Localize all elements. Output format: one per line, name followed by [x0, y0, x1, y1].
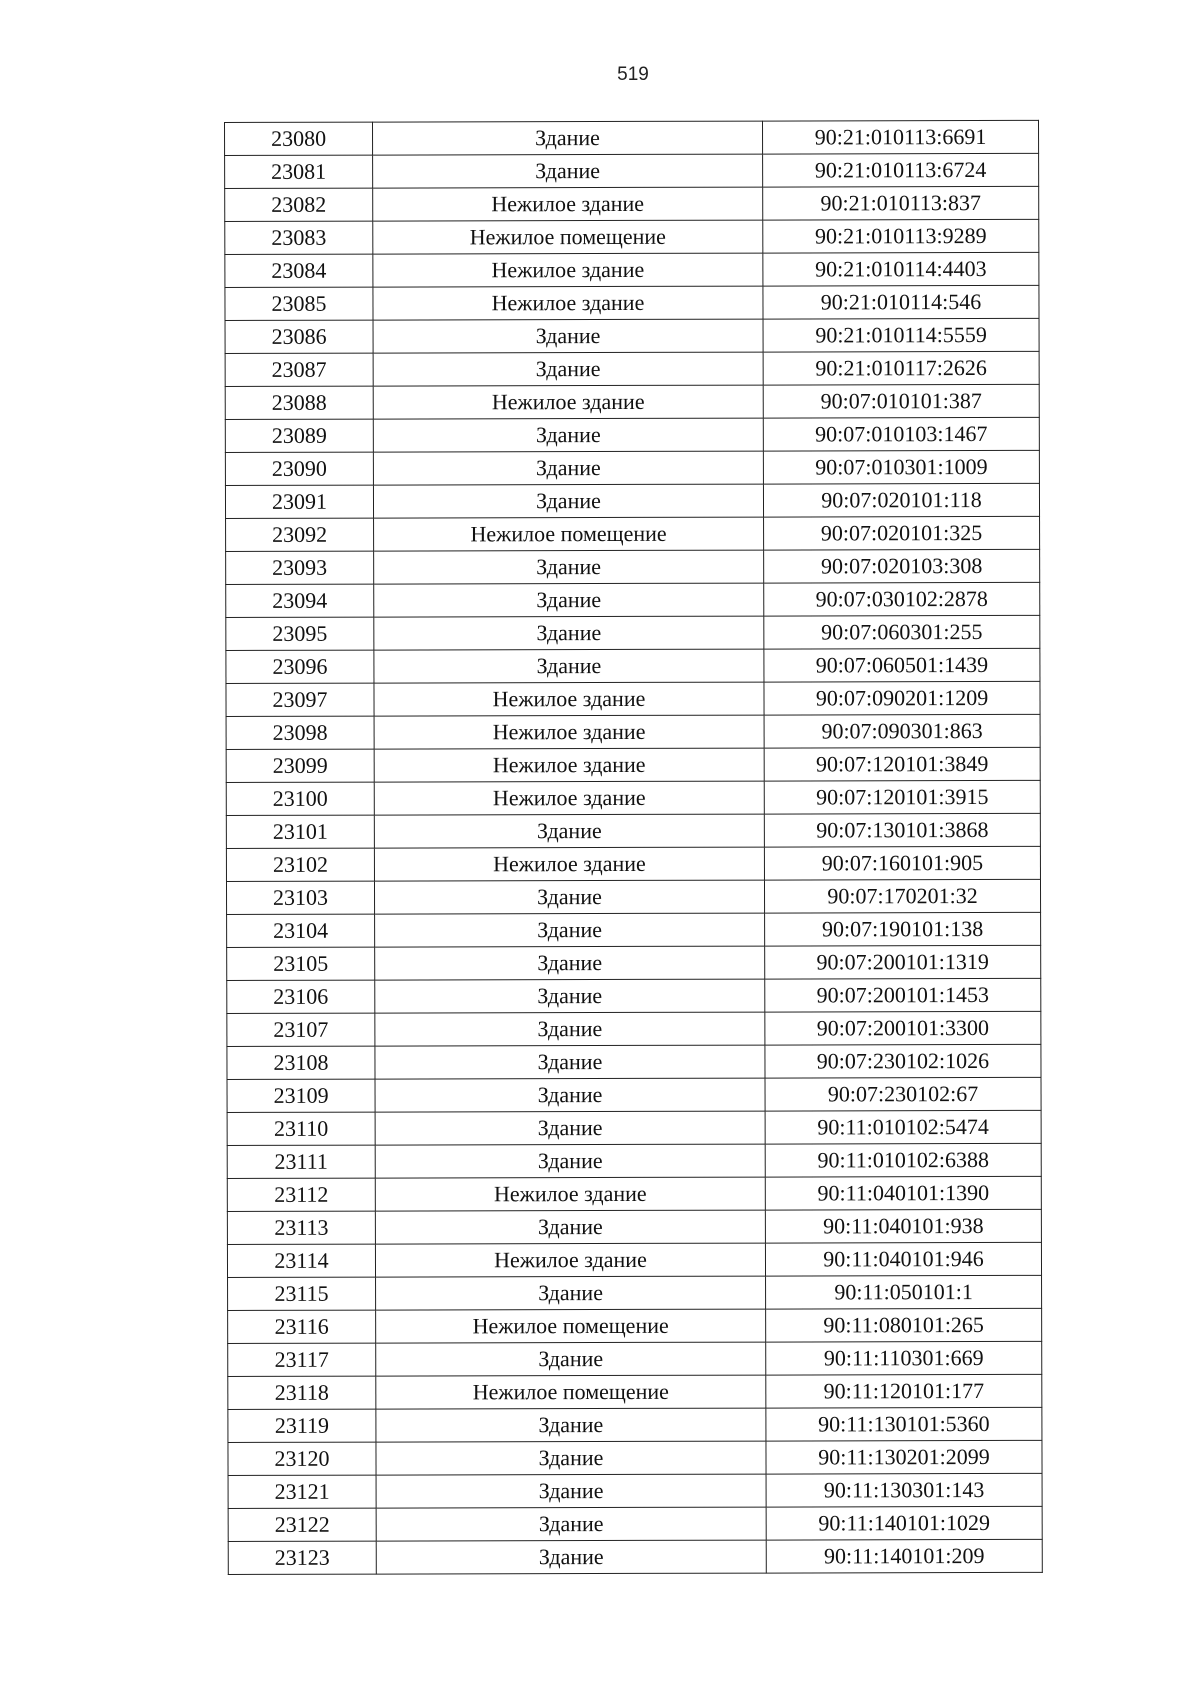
- cadastral-number-cell: 90:07:230102:67: [765, 1077, 1041, 1111]
- table-row: [228, 1539, 1042, 1574]
- cadastral-number-cell: 90:11:040101:938: [765, 1209, 1041, 1243]
- table-row: [225, 120, 1039, 155]
- row-number-cell: 23085: [225, 287, 373, 320]
- object-type-cell: Здание: [375, 1210, 765, 1244]
- table-row: [227, 1242, 1041, 1277]
- cadastral-number-cell: 90:07:020101:118: [763, 483, 1039, 517]
- row-number-cell: 23081: [225, 155, 373, 188]
- row-number-cell: 23105: [227, 947, 375, 980]
- table-row: [227, 945, 1041, 980]
- row-number-cell: 23122: [228, 1508, 376, 1541]
- table-row: [226, 615, 1040, 650]
- object-type-cell: Нежилое здание: [373, 187, 763, 221]
- row-number-cell: 23121: [228, 1475, 376, 1508]
- cadastral-number-cell: 90:07:130101:3868: [764, 813, 1040, 847]
- row-number-cell: 23112: [227, 1178, 375, 1211]
- row-number-cell: 23109: [227, 1079, 375, 1112]
- object-type-cell: Здание: [375, 1144, 765, 1178]
- table-row: [228, 1473, 1042, 1508]
- table-row: [225, 351, 1039, 386]
- row-number-cell: 23101: [226, 815, 374, 848]
- table-row: [227, 1143, 1041, 1178]
- row-number-cell: 23117: [228, 1343, 376, 1376]
- table-row: [228, 1275, 1042, 1310]
- table-row: [225, 186, 1039, 221]
- table-row: [227, 978, 1041, 1013]
- row-number-cell: 23123: [228, 1541, 376, 1574]
- registry-table-container: [224, 120, 1042, 1575]
- table-row: [226, 582, 1040, 617]
- row-number-cell: 23108: [227, 1046, 375, 1079]
- object-type-cell: Здание: [376, 1507, 766, 1541]
- cadastral-number-cell: 90:11:050101:1: [766, 1275, 1042, 1309]
- table-row: [227, 1077, 1041, 1112]
- cadastral-number-cell: 90:21:010113:6691: [762, 120, 1038, 154]
- object-type-cell: Нежилое здание: [374, 847, 764, 881]
- row-number-cell: 23099: [226, 749, 374, 782]
- row-number-cell: 23113: [227, 1211, 375, 1244]
- table-row: [228, 1341, 1042, 1376]
- object-type-cell: Здание: [375, 1078, 765, 1112]
- table-row: [228, 1506, 1042, 1541]
- row-number-cell: 23087: [225, 353, 373, 386]
- cadastral-number-cell: 90:11:110301:669: [766, 1341, 1042, 1375]
- row-number-cell: 23115: [228, 1277, 376, 1310]
- table-body: [225, 120, 1043, 1574]
- table-row: [225, 153, 1039, 188]
- cadastral-number-cell: 90:07:090301:863: [764, 714, 1040, 748]
- cadastral-number-cell: 90:07:190101:138: [765, 912, 1041, 946]
- object-type-cell: Здание: [376, 1276, 766, 1310]
- table-row: [225, 318, 1039, 353]
- cadastral-number-cell: 90:21:010113:9289: [763, 219, 1039, 253]
- row-number-cell: 23100: [226, 782, 374, 815]
- cadastral-number-cell: 90:07:060301:255: [764, 615, 1040, 649]
- table-row: [227, 1110, 1041, 1145]
- table-row: [225, 384, 1039, 419]
- table-row: [226, 879, 1040, 914]
- registry-table: [224, 120, 1043, 1575]
- cadastral-number-cell: 90:07:200101:1319: [765, 945, 1041, 979]
- object-type-cell: Здание: [373, 154, 763, 188]
- table-row: [226, 648, 1040, 683]
- object-type-cell: Нежилое здание: [373, 385, 763, 419]
- row-number-cell: 23110: [227, 1112, 375, 1145]
- table-row: [225, 483, 1039, 518]
- cadastral-number-cell: 90:11:140101:1029: [766, 1506, 1042, 1540]
- object-type-cell: Здание: [374, 550, 764, 584]
- table-row: [226, 813, 1040, 848]
- row-number-cell: 23083: [225, 221, 373, 254]
- table-row: [226, 516, 1040, 551]
- row-number-cell: 23095: [226, 617, 374, 650]
- table-row: [226, 714, 1040, 749]
- object-type-cell: Здание: [373, 451, 763, 485]
- cadastral-number-cell: 90:11:040101:1390: [765, 1176, 1041, 1210]
- object-type-cell: Нежилое помещение: [374, 517, 764, 551]
- table-row: [227, 1044, 1041, 1079]
- cadastral-number-cell: 90:07:020103:308: [764, 549, 1040, 583]
- cadastral-number-cell: 90:21:010113:6724: [763, 153, 1039, 187]
- object-type-cell: Здание: [376, 1540, 766, 1574]
- object-type-cell: Здание: [374, 583, 764, 617]
- row-number-cell: 23096: [226, 650, 374, 683]
- row-number-cell: 23111: [227, 1145, 375, 1178]
- cadastral-number-cell: 90:07:090201:1209: [764, 681, 1040, 715]
- object-type-cell: Здание: [376, 1408, 766, 1442]
- table-row: [228, 1407, 1042, 1442]
- row-number-cell: 23090: [225, 452, 373, 485]
- object-type-cell: Нежилое помещение: [373, 220, 763, 254]
- cadastral-number-cell: 90:07:200101:3300: [765, 1011, 1041, 1045]
- object-type-cell: Здание: [375, 946, 765, 980]
- row-number-cell: 23119: [228, 1409, 376, 1442]
- row-number-cell: 23107: [227, 1013, 375, 1046]
- cadastral-number-cell: 90:07:120101:3915: [764, 780, 1040, 814]
- cadastral-number-cell: 90:07:010301:1009: [763, 450, 1039, 484]
- cadastral-number-cell: 90:07:020101:325: [764, 516, 1040, 550]
- object-type-cell: Нежилое помещение: [376, 1375, 766, 1409]
- row-number-cell: 23104: [227, 914, 375, 947]
- object-type-cell: Здание: [374, 649, 764, 683]
- row-number-cell: 23114: [227, 1244, 375, 1277]
- object-type-cell: Нежилое здание: [375, 1177, 765, 1211]
- row-number-cell: 23098: [226, 716, 374, 749]
- row-number-cell: 23093: [226, 551, 374, 584]
- object-type-cell: Здание: [373, 121, 763, 155]
- object-type-cell: Нежилое здание: [375, 1243, 765, 1277]
- cadastral-number-cell: 90:21:010117:2626: [763, 351, 1039, 385]
- object-type-cell: Здание: [374, 880, 764, 914]
- object-type-cell: Здание: [375, 1111, 765, 1145]
- cadastral-number-cell: 90:11:040101:946: [765, 1242, 1041, 1276]
- object-type-cell: Здание: [375, 979, 765, 1013]
- cadastral-number-cell: 90:11:130301:143: [766, 1473, 1042, 1507]
- table-row: [228, 1308, 1042, 1343]
- row-number-cell: 23106: [227, 980, 375, 1013]
- row-number-cell: 23097: [226, 683, 374, 716]
- table-row: [228, 1374, 1042, 1409]
- row-number-cell: 23089: [225, 419, 373, 452]
- object-type-cell: Здание: [373, 319, 763, 353]
- cadastral-number-cell: 90:07:230102:1026: [765, 1044, 1041, 1078]
- object-type-cell: Нежилое здание: [374, 715, 764, 749]
- cadastral-number-cell: 90:07:010103:1467: [763, 417, 1039, 451]
- row-number-cell: 23080: [225, 122, 373, 155]
- object-type-cell: Здание: [374, 616, 764, 650]
- cadastral-number-cell: 90:07:200101:1453: [765, 978, 1041, 1012]
- cadastral-number-cell: 90:21:010114:4403: [763, 252, 1039, 286]
- cadastral-number-cell: 90:11:130101:5360: [766, 1407, 1042, 1441]
- object-type-cell: Нежилое здание: [373, 286, 763, 320]
- table-row: [226, 780, 1040, 815]
- row-number-cell: 23091: [225, 485, 373, 518]
- object-type-cell: Здание: [373, 352, 763, 386]
- table-row: [226, 549, 1040, 584]
- row-number-cell: 23082: [225, 188, 373, 221]
- object-type-cell: Нежилое здание: [374, 748, 764, 782]
- row-number-cell: 23092: [226, 518, 374, 551]
- cadastral-number-cell: 90:21:010113:837: [763, 186, 1039, 220]
- cadastral-number-cell: 90:07:010101:387: [763, 384, 1039, 418]
- row-number-cell: 23116: [228, 1310, 376, 1343]
- object-type-cell: Здание: [373, 418, 763, 452]
- table-row: [227, 1011, 1041, 1046]
- table-row: [227, 1176, 1041, 1211]
- object-type-cell: Здание: [376, 1441, 766, 1475]
- table-row: [225, 450, 1039, 485]
- cadastral-number-cell: 90:11:010102:5474: [765, 1110, 1041, 1144]
- object-type-cell: Нежилое здание: [373, 253, 763, 287]
- table-row: [226, 846, 1040, 881]
- object-type-cell: Здание: [375, 913, 765, 947]
- row-number-cell: 23120: [228, 1442, 376, 1475]
- table-row: [225, 417, 1039, 452]
- cadastral-number-cell: 90:11:130201:2099: [766, 1440, 1042, 1474]
- page-number: 519: [617, 64, 649, 85]
- object-type-cell: Здание: [373, 484, 763, 518]
- row-number-cell: 23118: [228, 1376, 376, 1409]
- object-type-cell: Здание: [376, 1474, 766, 1508]
- cadastral-number-cell: 90:11:140101:209: [766, 1539, 1042, 1573]
- cadastral-number-cell: 90:07:170201:32: [764, 879, 1040, 913]
- table-row: [225, 252, 1039, 287]
- object-type-cell: Здание: [376, 1342, 766, 1376]
- row-number-cell: 23086: [225, 320, 373, 353]
- cadastral-number-cell: 90:07:160101:905: [764, 846, 1040, 880]
- cadastral-number-cell: 90:07:060501:1439: [764, 648, 1040, 682]
- object-type-cell: Здание: [375, 1012, 765, 1046]
- table-row: [226, 747, 1040, 782]
- row-number-cell: 23088: [225, 386, 373, 419]
- object-type-cell: Нежилое здание: [374, 682, 764, 716]
- cadastral-number-cell: 90:21:010114:546: [763, 285, 1039, 319]
- row-number-cell: 23084: [225, 254, 373, 287]
- cadastral-number-cell: 90:21:010114:5559: [763, 318, 1039, 352]
- table-row: [227, 912, 1041, 947]
- cadastral-number-cell: 90:07:120101:3849: [764, 747, 1040, 781]
- table-row: [225, 219, 1039, 254]
- object-type-cell: Нежилое здание: [374, 781, 764, 815]
- row-number-cell: 23103: [226, 881, 374, 914]
- cadastral-number-cell: 90:11:080101:265: [766, 1308, 1042, 1342]
- object-type-cell: Нежилое помещение: [376, 1309, 766, 1343]
- object-type-cell: Здание: [375, 1045, 765, 1079]
- table-row: [227, 1209, 1041, 1244]
- row-number-cell: 23094: [226, 584, 374, 617]
- row-number-cell: 23102: [226, 848, 374, 881]
- table-row: [226, 681, 1040, 716]
- object-type-cell: Здание: [374, 814, 764, 848]
- table-row: [228, 1440, 1042, 1475]
- cadastral-number-cell: 90:07:030102:2878: [764, 582, 1040, 616]
- cadastral-number-cell: 90:11:010102:6388: [765, 1143, 1041, 1177]
- table-row: [225, 285, 1039, 320]
- cadastral-number-cell: 90:11:120101:177: [766, 1374, 1042, 1408]
